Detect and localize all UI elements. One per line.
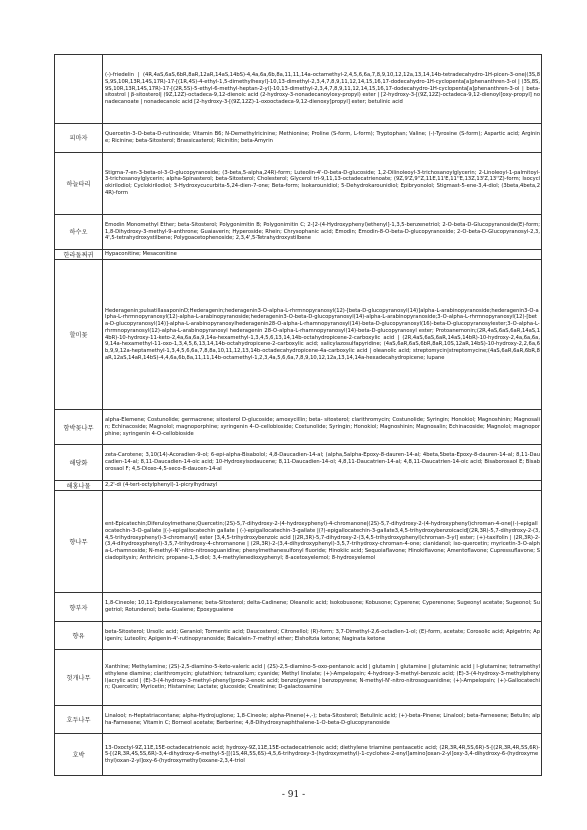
table-row — [55, 480, 542, 490]
plant-name: 해홍나물 — [55, 480, 103, 490]
table-row — [55, 593, 542, 622]
table-row — [55, 705, 542, 734]
compound-list: beta-Sitosterol; Ursolic acid; Geraniol; Tormentic acid; Daucosterol; Citronellol; (R)-form; 3,7-Dimethyl-2,6-octadien-1-ol; (E)-form, acetate; Corosolic acid; Apigetrin; Apigenin; Luteolin; Apigenin-4'-rutinopyranoside; Baicalein-7-methyl ether; Elsholtzia ketone; Naginata ketone — [103, 621, 542, 650]
table-body — [55, 55, 542, 776]
plant-name: 헛개나무 — [55, 650, 103, 706]
compound-list: Hederagenin;pulsatillasaponinD;Hederagenin;hederagenin3-O-alpha-L-rhrmnopyranosyl(12)-[beta-D-glucopyranosyl(14)]alpha-L-arabinopyranoside;hederagenin3-O-alpha-L-rhrmnopyranosyl(12)-alpha-L-arabinopyranoside;hederagenin3-O-beta-D-glucopyranosyl(14)-alpha-L-arabinopyranoside;3-O-alpha-L-rhrmnopyranosyl(12)-[beta-D-glucopyranosyl(14)]-alpha-L-arabinopyranosylhederagenin28-O-alpha-L-rhamnopyranosyl(14)-beta-D-glucopyranosyl(16)-beta-D-glucopyranosylester;3-O-alpha-L-rhrmnopyranosyl(12)-alpha-L-arabinopyranosyl hederagenin 28-O-alpha-L-rhamnopyranosyl(14)-beta-D-glucopyranosyl ester; Protoanemonin;(2R,4aS,6aS,6aR,14aS,14bR)-10-hydroxy-11-keto-2,4a,6a,6a,9,14a-hexamethyl-1,3,4,5,6,13,14,14b-octahydropicene-2-carboxylic acid | (2R,4aS,6aS,6aR,14aS,14bR)-10-hydroxy-2,4a,6a,6a,9,14a-hexamethyl-11-oxo-1,3,4,5,6,13,14,14b-octahydropicene-2-carboxylic acid; salicylazosulfapyridine; (4aS,6aR,6aS,6bR,8aR,10S,12aR,14bS)-10-hydroxy-2,2,6a,6b,9,9,12a-heptamethyl-1,3,4,5,6,6a,7,8,8a,10,11,12,13,14b-octadecahydropicene-4a-carboxylic acid | oleanolic acid; streptomycin|streptomycine;(4aS,6aR,6aR,6bR,8aR,12aS,14aR,14bS)-4,4,6a,6b,8a,11,11,14b-octamethyl-1,2,3,4a,5,6,6a,7,8,9,10,12,12a,13,14,14a-hexadecahydropicene; lupane — [103, 260, 542, 410]
compound-list: Hypaconitine; Mesaconitine — [103, 250, 542, 260]
plant-name — [55, 55, 103, 124]
compound-list: ent-Epicatechin;Diferuloylmethane;Quercetin;(2S)-5,7-dihydroxy-2-(4-hydroxyphenyl)-4-chromanone|(2S)-5,7-dihydroxy-2-(4-hydroxyphenyl)chroman-4-one|(-)-epigallocatechin-3-O-gallate |(-)-epigallocatechin gallate | (-)-epigallocatechin-3-gallate |(?)-epigallocatechin-3-gallate3,4,5-trihydroxybenzoicacid[(2R,3R)-5,7-dihydroxy-2-(3,4,5-trihydroxyphenyl)-3-chromanyl] ester [3,4,5-trihydroxybenzoic acid [(2R,3R)-5,7-dihydroxy-2-(3,4,5-trihydroxyphenyl)chroman-3-yl] ester; (+)-taxifolin | (2R,3R)-2-(3,4-dihydroxyphenyl)-3,5,7-trihydroxy-4-chromanone | (2R,3R)-2-(3,4-dihydroxyphenyl)-3,5,7-trihydroxy-chroman-4-one; cianidanol; iso-quercetin; myricetin-3-O-alpha-L-rhamnoside; N-methyl-N'-nitro-nitrosoguanidine; phenylmethanesulfonyl fluoride; Hinokiic acid; Sequoiaflavone; Hinokiflavone; Amentoflavone; Cupressuflavone; Sciadopitysin; Anthricin; propane-1,3-diol; 3,4-methylenedioxyphenyl; 8-acetoxyelemol; 8-hydroxyelemol — [103, 490, 542, 593]
compound-list: zeta-Carotene; 3,10(14)-Acoradien-9-ol; 6-epi-alpha-Bisabolol; 4,8-Daucadien-14-al; (alpha,5alpha-Epoxy-8-dauren-14-al; 4beta,5beta-Epoxy-8-dauren-14-al; 8,11-Daucadien-14-al; 8,11-Daucadien-14-oic acid; 10-Hydroxyisodaucene; 8,11-Daucadien-14-ol; 4,8,11-Daucatrien-14-al; 4,8,11-Daucatrien-14-oic acid; Bisaborosaol E; Bisaborosaol F; 4,5-Dioxo-4,5-seco-8-daucen-14-al — [103, 445, 542, 480]
plant-name: 호박 — [55, 734, 103, 776]
compound-list: 1,8-Cineole; 10,11-Epidioxycalamene; beta-Sitosterol; delta-Cadinene; Oleanolic acid; Isokobusone; Kobusone; Cyperene; Cyperenone; Sugeonyl acetate; Sugeonol; Sugetriol; Rotundenol; beta-Guaiene; Epoxyguaiene — [103, 593, 542, 622]
table-row — [55, 490, 542, 593]
plant-name: 해당화 — [55, 445, 103, 480]
compound-list: Linalool; n-Heptatriacontane; alpha-Hydrojuglone; 1,8-Cineole; alpha-Pinene(+,-); beta-Sitosterol; Betulinic acid; (+)-beta-Pinene; Linalool; beta-Farnesene; Betulin; alpha-Farnesene; Vitamin C; Borneol acetate; Berberine; 4,8-Dihydroxynaphthalene-1-O-beta-D-glucopyranoside — [103, 705, 542, 734]
page-number: - 91 - — [281, 790, 306, 800]
compound-list: Stigma-7-en-3-beta-ol-3-O-glucopyranoside; (3-beta,5-alpha,24R)-form; Luteolin-4'-O-beta-D-glucoside; 1,2-Dilinoleoyl-3-trichosanoylglycerin; 2-Linoleoyl-1-palmitoyl-3-trichosanoylglycerin; alpha-Spinasterol; beta-Sitosterol; Cholesterol; Glycerol tri-9,11,13-octadecatrienoate; (9Z,9'Z,9''Z,11E,11'E,11''E,13Z,13'Z,13''Z)-form; Isocyclokirilodiol; Cyclokirilodiol; 3-Hydroxycucurbita-5,24-dien-7-one; Beta-form; Isokarounidiol; 5-Dehydrokarounidiol; Epibryonolol; Stigmast-5-ene-3,4-diol; (3beta,4beta,24R)-form — [103, 152, 542, 214]
plant-name: 피마자 — [55, 124, 103, 153]
compound-table — [54, 54, 542, 776]
plant-name: 한라돌쩌귀 — [55, 250, 103, 260]
table-row — [55, 410, 542, 445]
plant-name: 향유 — [55, 621, 103, 650]
plant-name: 할미꽃 — [55, 260, 103, 410]
table-row — [55, 214, 542, 249]
table-row — [55, 621, 542, 650]
compound-list: Xanthine; Methylamine; (2S)-2,5-diamino-5-keto-valeric acid | (2S)-2,5-diamino-5-oxo-pentanoic acid | glutamin | glutamine | glutaminic acid | l-glutamine; tetramethylethylene diamine; clarithromycin; glutathion; tetrazolium; cyanide; Methyl linolate; (+)-Ampelopsin; 4-hydroxy-3-methyl-benzoic acid; (E)-3-(4-hydroxy-3-methylphenyl)acrylic acid | (E)-3-(4-hydroxy-3-methyl-phenyl)prop-2-enoic acid; benzo(pyrene | benzopyrene; N-methyl-N'-nitro-nitrosoguanidine; (+)-Ampelopsin; (+)-Gallocatechin; Quercetin; Myricetin; Histamine; Lactate; glucoside; Creatinine; D-galactosamine — [103, 650, 542, 706]
table-row — [55, 260, 542, 410]
plant-name: 함박꽃나무 — [55, 410, 103, 445]
table-row — [55, 650, 542, 706]
plant-name: 하늘타리 — [55, 152, 103, 214]
plant-name: 향나무 — [55, 490, 103, 593]
table-row — [55, 734, 542, 776]
table-row — [55, 250, 542, 260]
plant-name: 호두나무 — [55, 705, 103, 734]
compound-list: alpha-Elemene; Costunolide; germacrene; sitosterol D-glucoside; amoxycillin; beta- sitosterol; clarithromycin; Costunolide; Syringin; Honokiol; Magnoshinin; Magnosalin; Echinacoside; Magnolol; magnoporphine; syringenin 4-O-cellobioside; Costunolide; Syringin; Honokiol; Magnoshinin; Magnosalin; Echinacoside; Magnolol; magnoporphine; syringenin 4-O-cellobioside — [103, 410, 542, 445]
table-row — [55, 124, 542, 153]
compound-list: Emodin Monomethyl Ether; beta-Sitosterol; Polygonimitin B; Polygonimitin C; 2-[2-(4-Hydroxyphenyl)ethenyl]-1,3,5-benzenetriol; 2-O-beta-D-Glucopyranoside(E)-form; 1,8-Dihydroxy-3-methyl-9-anthrone; Guaiaverin; Hyperoside; Rhein; Chrysophanic acid; Emodin; Emodin-8-O-beta-D-glucopyranoside; 2-O-beta-D-Glucopyranosyl-2,3,4',5-tetrahydroxystilbene; Polygoacetophenoside; 2,3,4',5-Tetrahydroxystilbene — [103, 214, 542, 249]
table-row — [55, 152, 542, 214]
compound-list: (-)-friedelin | (4R,4aS,6aS,6bR,8aR,12aR,14aS,14bS)-4,4a,6a,6b,8a,11,11,14a-octamethyl-2,4,5,6,6a,7,8,9,10,12,12a,13,14,14b-tetradecahydro-1H-picen-3-one|(3S,8S,9S,10R,13R,14S,17R)-17-[(1R,4S)-4-ethyl-1,5-dimethylhexyl]-10,13-dimethyl-2,3,4,7,8,9,11,12,14,15,16,17-dodecahydro-1H-cyclopenta[a]phenanthren-3-ol | (3S,8S,9S,10R,13R,14S,17R)-17-[(2R,5S)-5-ethyl-6-methyl-heptan-2-yl]-10,13-dimethyl-2,3,4,7,8,9,11,12,14,15,16,17-dodecahydro-1H-cyclopenta[a]phenanthren-3-ol | beta-sitostrol | β-sitosterol| (9Z,12Z)-octadeca-9,12-dienoic acid (2-hydroxy-3-nonadecanoyloxy-propyl) ester | [2-hydroxy-3-[(9Z,12Z)-octadeca-9,12-dienoyl]oxy-propyl] nonadecanoate | nonadecanoic acid [2-hydroxy-3-[(9Z,12Z)-1-oxooctadeca-9,12-dienoxy]propyl] ester; betulinic acid — [103, 55, 542, 124]
plant-name: 향부자 — [55, 593, 103, 622]
plant-name: 하수오 — [55, 214, 103, 249]
compound-list: Quercetin-3-O-beta-D-rutinoside; Vitamin B6; N-Demethylricinine; Methionine; Proline (S-form, L-form); Tryptophan; Valine; (-)-Tyrosine (S-form); Aspartic acid; Arginine; Ricinine; beta-Sitosterol; Brassicasterol; Ricinitin; beta-Amyrin — [103, 124, 542, 153]
table-row — [55, 55, 542, 124]
compound-list: 2,2'-di (4-tert-octylphenyl)-1-picrylhydrazyl — [103, 480, 542, 490]
table-row — [55, 445, 542, 480]
compound-list: 13-Oxoctyl-9Z,11E,15E-octadecatrienoic acid; hydroxy-9Z,11E,15E-octadecatrienoic acid; diethylene triamine pentaacetic acid; (2R,3R,4R,5S,6R)-5-[(2R,3R,4R,5S,6R)-5-[(2R,3R,4S,5S,6R)-3,4-dihydroxy-6-methyl-5-[[(1S,4R,5S,6S)-4,5,6-trihydroxy-3-(hydroxymethyl)-1-cyclohex-2-enyl]amino]oxan-2-yl]oxy-3,4-dihydroxy-6-(hydroxymethyl)oxan-2-yl]oxy-6-(hydroxymethyl)oxane-2,3,4-triol — [103, 734, 542, 776]
